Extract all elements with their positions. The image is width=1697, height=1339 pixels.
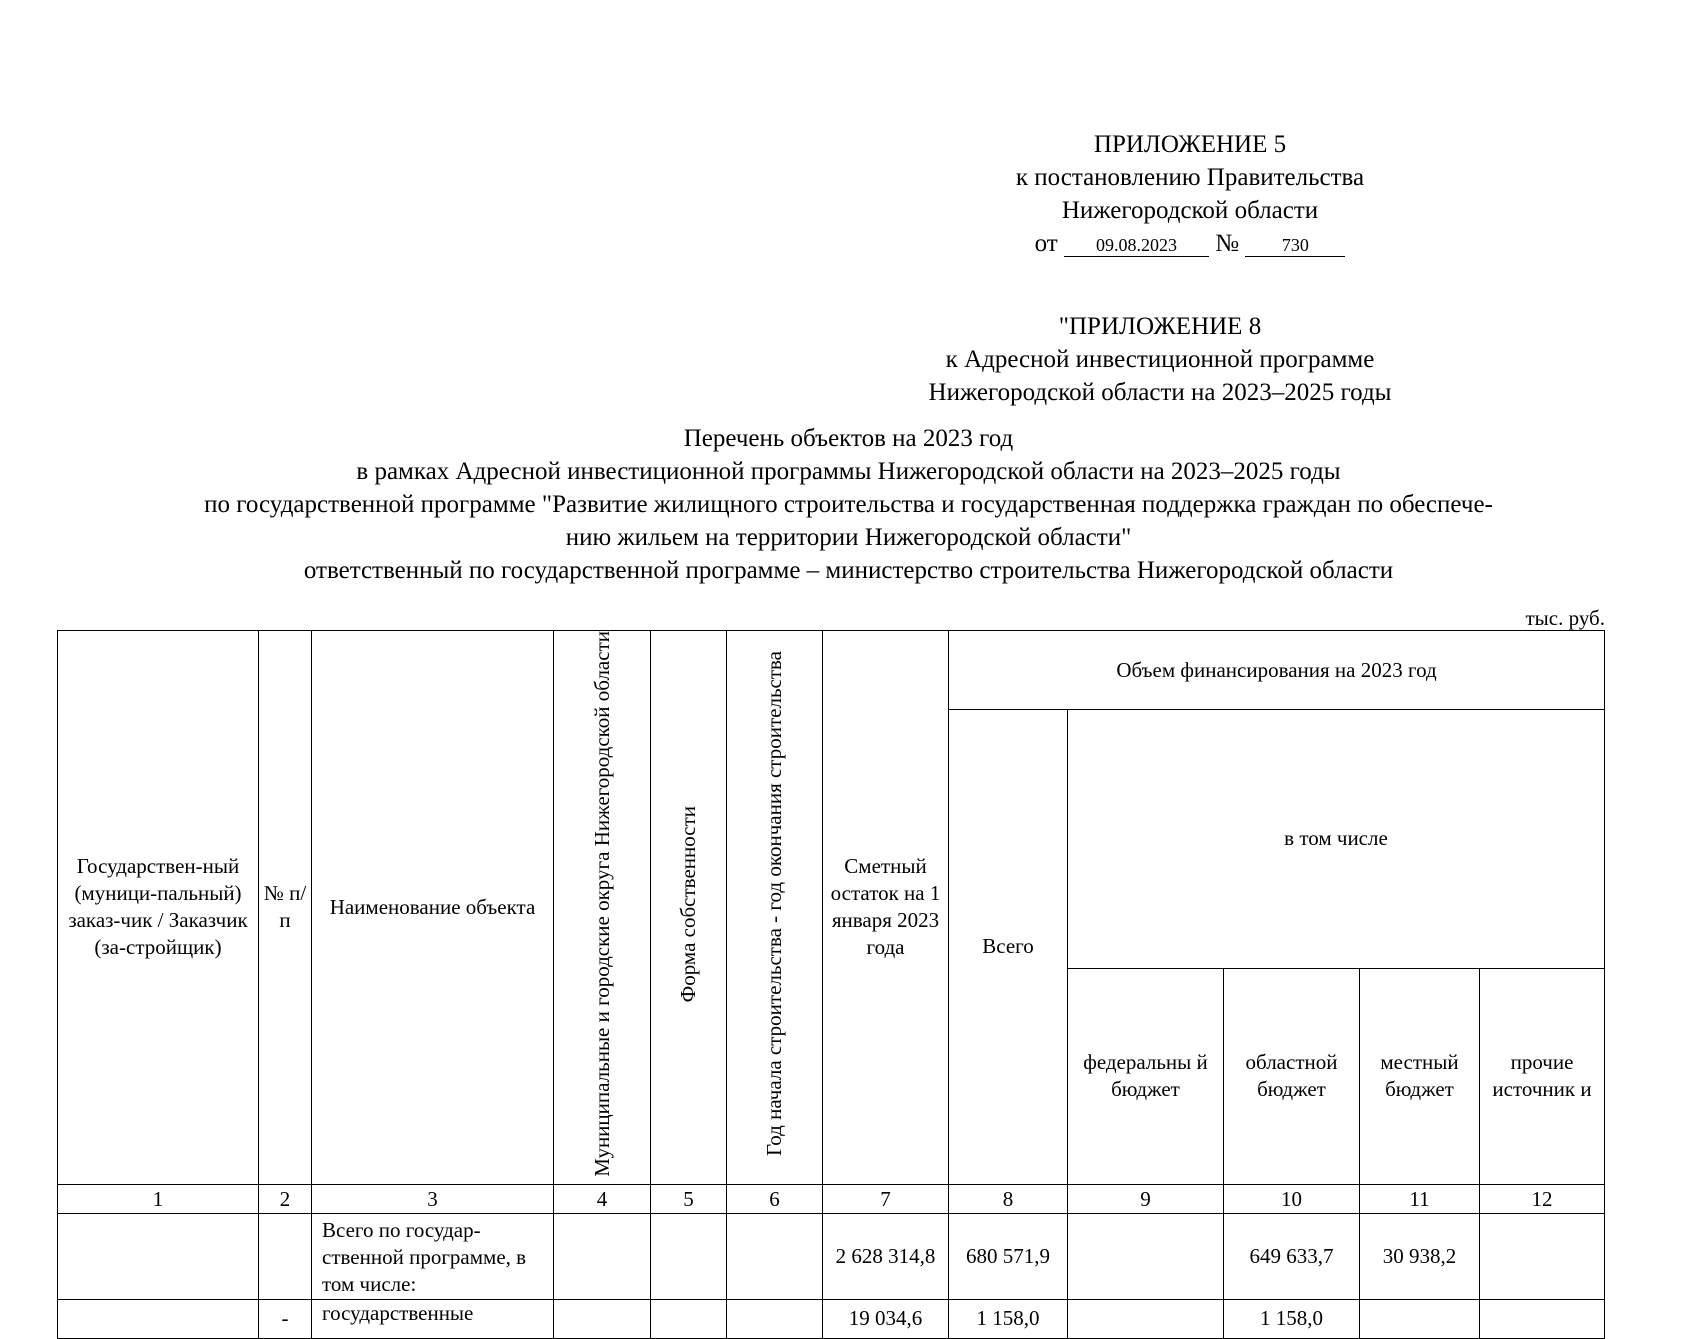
cell-balance: 2 628 314,8 [823, 1213, 949, 1299]
cell-federal [1068, 1213, 1224, 1299]
col-number: 9 [1068, 1184, 1224, 1213]
cell-ownership [651, 1213, 727, 1299]
col-number: 1 [58, 1184, 259, 1213]
cell-municipal [554, 1299, 651, 1338]
cell-object: государственные [312, 1299, 554, 1338]
document-date: 09.08.2023 [1064, 234, 1209, 257]
cell-balance: 19 034,6 [823, 1299, 949, 1338]
cell-ownership [651, 1299, 727, 1338]
appendix-5-number-line [960, 227, 1420, 260]
header-municipal-text: Муниципальные и городские округа Нижегородской области [589, 631, 614, 1177]
header-years [727, 631, 823, 1185]
appendix-5-title: ПРИЛОЖЕНИЕ 5 [1093, 131, 1287, 158]
from-label: от [1034, 230, 1058, 257]
col-number: 3 [312, 1184, 554, 1213]
header-local: местный бюджет [1360, 968, 1480, 1184]
title-line3: по государственной программе "Развитие жилищного строительства и государственная поддержка граждан по обеспече- [204, 491, 1493, 518]
title-line2: в рамках Адресной инвестиционной программы Нижегородской области на 2023–2025 годы [356, 458, 1341, 485]
cell-object: Всего по государ-ственной программе, в том числе: [312, 1213, 554, 1299]
col-number: 5 [651, 1184, 727, 1213]
title-line1: Перечень объектов на 2023 год [683, 425, 1014, 452]
cell-number: - [259, 1299, 312, 1338]
header-other: прочие источник и [1480, 968, 1605, 1184]
column-numbers-row [58, 1184, 1605, 1213]
header-customer: Государствен-ный (муници-пальный) заказ-чик / Заказчик (за-стройщик) [58, 631, 259, 1185]
header-funding: Объем финансирования на 2023 год [949, 631, 1605, 710]
col-number: 2 [259, 1184, 312, 1213]
col-number: 8 [949, 1184, 1068, 1213]
cell-local: 30 938,2 [1360, 1213, 1480, 1299]
col-number: 11 [1360, 1184, 1480, 1213]
title-line5: ответственный по государственной программе – министерство строительства Нижегородской области [303, 557, 1394, 584]
title-line4: нию жильем на территории Нижегородской области" [565, 524, 1132, 551]
cell-total: 680 571,9 [949, 1213, 1068, 1299]
header-total: Всего [949, 710, 1068, 1185]
appendix-8-header [880, 310, 1440, 409]
appendix-5-header [960, 128, 1420, 260]
units-label: тыс. руб. [1525, 606, 1605, 630]
cell-regional: 649 633,7 [1224, 1213, 1360, 1299]
cell-other [1480, 1213, 1605, 1299]
document-title [60, 422, 1637, 587]
header-federal: федеральны й бюджет [1068, 968, 1224, 1184]
cell-customer [58, 1299, 259, 1338]
header-number: № п/ п [259, 631, 312, 1185]
appendix-5-line1: к постановлению Правительства [1015, 164, 1365, 191]
document-number: 730 [1245, 234, 1345, 257]
col-number: 7 [823, 1184, 949, 1213]
number-label: № [1215, 230, 1240, 257]
header-row-1 [58, 631, 1605, 710]
col-number: 4 [554, 1184, 651, 1213]
objects-table [57, 630, 1605, 1339]
cell-years [727, 1213, 823, 1299]
table-row [58, 1213, 1605, 1299]
cell-number [259, 1213, 312, 1299]
cell-years [727, 1299, 823, 1338]
cell-total: 1 158,0 [949, 1299, 1068, 1338]
header-ownership-text: Форма собственности [676, 805, 700, 1003]
table-row [58, 1299, 1605, 1338]
header-including: в том числе [1068, 710, 1605, 969]
cell-regional: 1 158,0 [1224, 1299, 1360, 1338]
appendix-8-line1: к Адресной инвестиционной программе [945, 346, 1375, 373]
header-municipal [554, 631, 651, 1185]
appendix-8-line2: Нижегородской области на 2023–2025 годы [928, 379, 1392, 406]
col-number: 10 [1224, 1184, 1360, 1213]
header-years-text: Год начала строительства - год окончания строительства [762, 651, 786, 1157]
header-ownership [651, 631, 727, 1185]
cell-customer [58, 1213, 259, 1299]
appendix-8-title: "ПРИЛОЖЕНИЕ 8 [1058, 313, 1262, 340]
col-number: 6 [727, 1184, 823, 1213]
col-number: 12 [1480, 1184, 1605, 1213]
cell-municipal [554, 1213, 651, 1299]
cell-other [1480, 1299, 1605, 1338]
header-balance: Сметный остаток на 1 января 2023 года [823, 631, 949, 1185]
cell-local [1360, 1299, 1480, 1338]
header-object: Наименование объекта [312, 631, 554, 1185]
cell-federal [1068, 1299, 1224, 1338]
header-regional: областной бюджет [1224, 968, 1360, 1184]
appendix-5-line2: Нижегородской области [1061, 197, 1319, 224]
